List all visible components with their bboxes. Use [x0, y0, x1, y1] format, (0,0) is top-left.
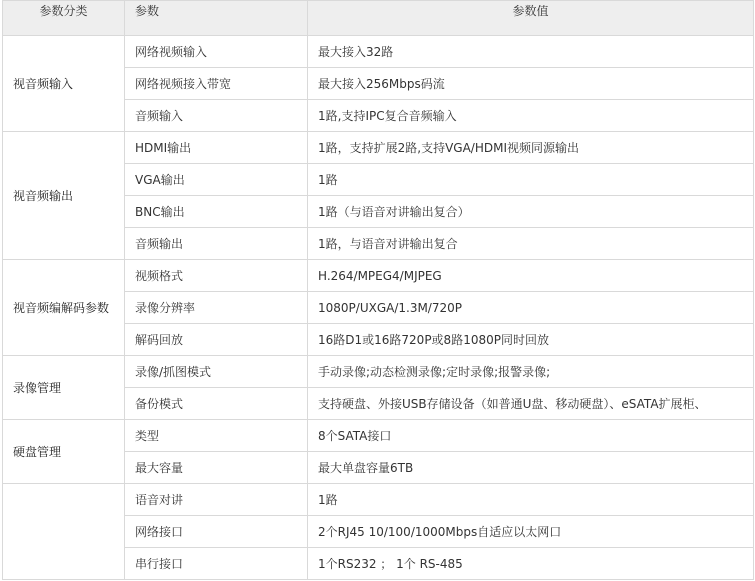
table-row — [3, 260, 754, 292]
param-cell: 解码回放 — [125, 324, 308, 356]
value-cell: 最大单盘容量6TB — [308, 452, 754, 484]
table-row — [3, 484, 754, 516]
category-cell: 视音频编解码参数 — [3, 260, 125, 356]
param-cell: 类型 — [125, 420, 308, 452]
value-cell: 1路,支持IPC复合音频输入 — [308, 100, 754, 132]
param-cell: VGA输出 — [125, 164, 308, 196]
table-row — [3, 420, 754, 452]
param-cell: 最大容量 — [125, 452, 308, 484]
spec-table — [2, 0, 754, 580]
header-row — [3, 1, 754, 36]
header-value: 参数值 — [308, 1, 754, 36]
param-cell: 视频格式 — [125, 260, 308, 292]
param-cell: 串行接口 — [125, 548, 308, 580]
param-cell: BNC输出 — [125, 196, 308, 228]
value-cell: 手动录像;动态检测录像;定时录像;报警录像; — [308, 356, 754, 388]
value-cell: 1路 — [308, 484, 754, 516]
param-cell: 录像/抓图模式 — [125, 356, 308, 388]
param-cell: 备份模式 — [125, 388, 308, 420]
param-cell: 网络接口 — [125, 516, 308, 548]
value-cell: 1路，与语音对讲输出复合 — [308, 228, 754, 260]
header-category: 参数分类 — [3, 1, 125, 36]
param-cell: HDMI输出 — [125, 132, 308, 164]
param-cell: 音频输入 — [125, 100, 308, 132]
value-cell: 16路D1或16路720P或8路1080P同时回放 — [308, 324, 754, 356]
value-cell: 1路（与语音对讲输出复合） — [308, 196, 754, 228]
category-cell: 视音频输入 — [3, 36, 125, 132]
value-cell: 最大接入256Mbps码流 — [308, 68, 754, 100]
param-cell: 语音对讲 — [125, 484, 308, 516]
table-row — [3, 356, 754, 388]
table-row — [3, 36, 754, 68]
category-cell: 视音频输出 — [3, 132, 125, 260]
category-cell: 录像管理 — [3, 356, 125, 420]
category-cell: 硬盘管理 — [3, 420, 125, 484]
value-cell: 1路，支持扩展2路,支持VGA/HDMI视频同源输出 — [308, 132, 754, 164]
value-cell: 支持硬盘、外接USB存储设备（如普通U盘、移动硬盘）、eSATA扩展柜、 — [308, 388, 754, 420]
param-cell: 音频输出 — [125, 228, 308, 260]
value-cell: 1080P/UXGA/1.3M/720P — [308, 292, 754, 324]
value-cell: H.264/MPEG4/MJPEG — [308, 260, 754, 292]
table-header — [3, 1, 754, 36]
header-param: 参数 — [125, 1, 308, 36]
table-body — [3, 36, 754, 580]
table-row — [3, 132, 754, 164]
value-cell: 最大接入32路 — [308, 36, 754, 68]
value-cell: 1个RS232 ； 1个 RS-485 — [308, 548, 754, 580]
value-cell: 1路 — [308, 164, 754, 196]
value-cell: 8个SATA接口 — [308, 420, 754, 452]
param-cell: 录像分辨率 — [125, 292, 308, 324]
param-cell: 网络视频输入 — [125, 36, 308, 68]
param-cell: 网络视频接入带宽 — [125, 68, 308, 100]
category-cell — [3, 484, 125, 580]
value-cell: 2个RJ45 10/100/1000Mbps自适应以太网口 — [308, 516, 754, 548]
